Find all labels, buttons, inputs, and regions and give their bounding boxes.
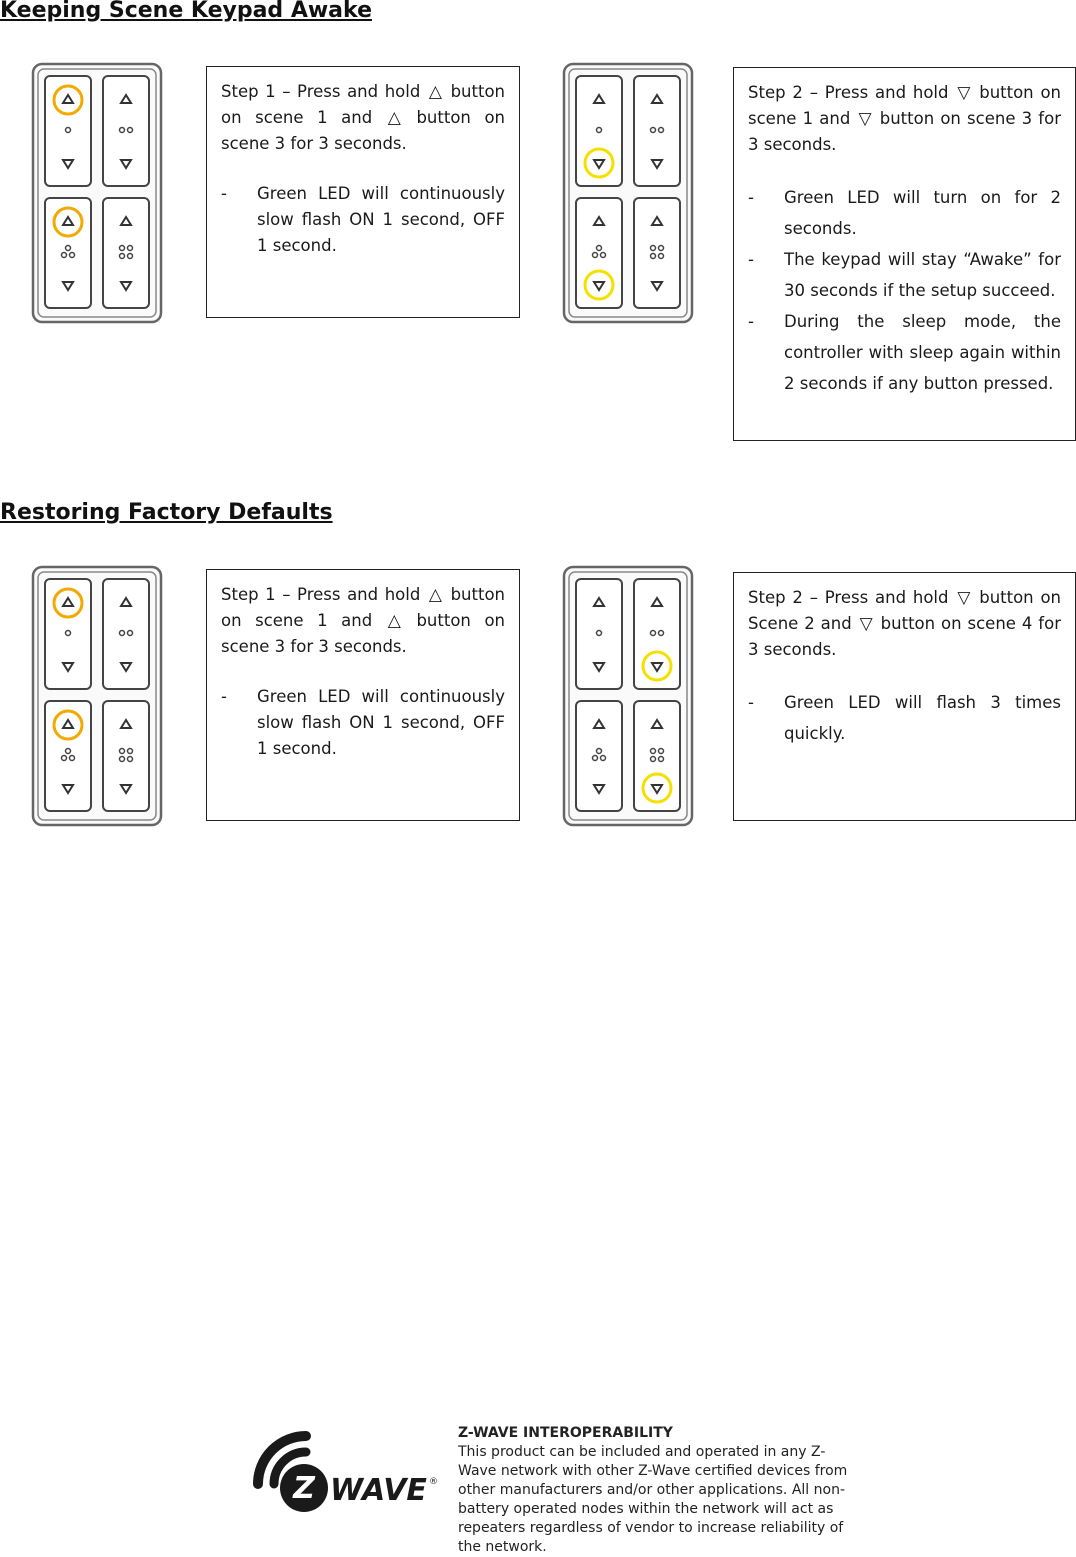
zwave-logo <box>240 1424 440 1524</box>
section-title-factory-reset: Restoring Factory Defaults <box>0 500 333 525</box>
keypad-diagram-reset-step1 <box>31 565 163 827</box>
instruction-box-reset-step1 <box>206 569 520 821</box>
down-triangle-icon: ▽ <box>957 83 971 103</box>
zwave-signal-icon <box>240 1424 440 1524</box>
zwave-footer <box>240 1418 860 1555</box>
step-instruction: Step 1 – Press and hold △ button on scene 1 and △ button on scene 3 for 3 seconds. <box>221 79 505 157</box>
up-triangle-icon: △ <box>387 108 401 128</box>
down-triangle-icon: ▽ <box>957 588 971 608</box>
zwave-title: Z-WAVE INTEROPERABILITY <box>458 1425 673 1441</box>
bullet-item: - Green LED will continuously slow flash ON 1 second, OFF 1 second. <box>221 684 505 762</box>
instruction-box-reset-step2 <box>733 572 1076 821</box>
up-triangle-icon: △ <box>428 82 442 102</box>
registered-mark: ® <box>429 1477 438 1487</box>
keypad-illustration <box>562 565 694 827</box>
bullet-list <box>221 181 505 259</box>
keypad-illustration <box>562 62 694 324</box>
bullet-list <box>748 182 1061 399</box>
zwave-interoperability-text <box>458 1424 858 1557</box>
section-title-keep-awake: Keeping Scene Keypad Awake <box>0 0 372 23</box>
bullet-item: - Green LED will continuously slow flash ON 1 second, OFF 1 second. <box>221 181 505 259</box>
down-triangle-icon: ▽ <box>859 614 873 634</box>
bullet-item: - The keypad will stay “Awake” for 30 seconds if the setup succeed. <box>748 244 1061 306</box>
zwave-logo-letter: Z <box>293 1471 315 1506</box>
zwave-body: This product can be included and operated in any Z-Wave network with other Z-Wave certified devices from other manufacturers and/or other applications. All non-battery operated nodes within the network will act as repeaters regardless of vendor to increase reliability of the network. <box>458 1444 848 1555</box>
keypad-illustration <box>31 62 163 324</box>
bullet-list <box>221 684 505 762</box>
up-triangle-icon: △ <box>428 585 442 605</box>
bullet-item: - During the sleep mode, the controller with sleep again within 2 seconds if any button pressed. <box>748 306 1061 399</box>
bullet-list <box>748 687 1061 749</box>
keypad-illustration <box>31 565 163 827</box>
instruction-box-awake-step1 <box>206 66 520 318</box>
bullet-item: - Green LED will turn on for 2 seconds. <box>748 182 1061 244</box>
instruction-box-awake-step2 <box>733 67 1076 441</box>
keypad-diagram-reset-step2 <box>562 565 694 827</box>
down-triangle-icon: ▽ <box>858 109 872 129</box>
bullet-item: - Green LED will flash 3 times quickly. <box>748 687 1061 749</box>
step-instruction: Step 2 – Press and hold ▽ button on scene 1 and ▽ button on scene 3 for 3 seconds. <box>748 80 1061 158</box>
up-triangle-icon: △ <box>387 611 401 631</box>
zwave-logo-word: WAVE <box>330 1473 427 1508</box>
step-instruction: Step 2 – Press and hold ▽ button on Scene 2 and ▽ button on scene 4 for 3 seconds. <box>748 585 1061 663</box>
step-instruction: Step 1 – Press and hold △ button on scene 1 and △ button on scene 3 for 3 seconds. <box>221 582 505 660</box>
keypad-diagram-awake-step1 <box>31 62 163 324</box>
keypad-diagram-awake-step2 <box>562 62 694 324</box>
